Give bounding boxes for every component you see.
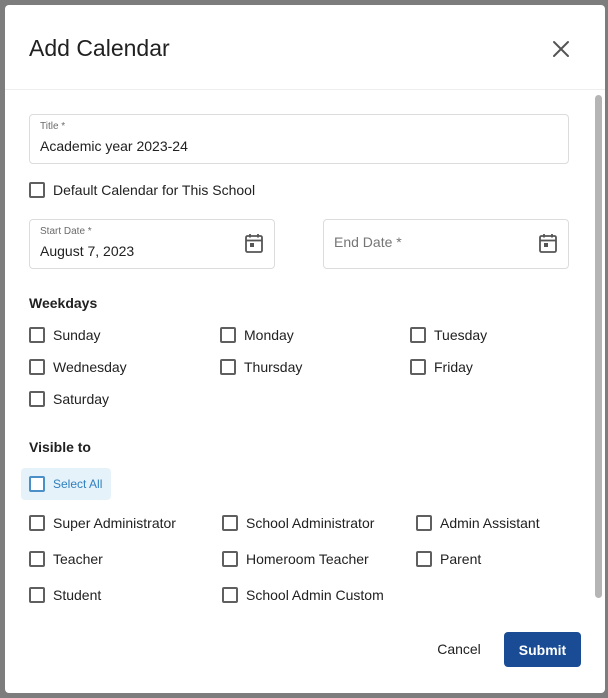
calendar-icon[interactable] [539,233,557,253]
visible-to-title: Visible to [29,439,91,455]
weekday-label: Tuesday [434,327,488,343]
start-date-label: Start Date * [40,226,92,237]
role-teacher[interactable] [29,551,103,567]
weekday-sunday[interactable] [29,327,100,343]
weekday-wednesday[interactable] [29,359,127,375]
title-field-label: Title * [40,121,66,132]
start-date-value: August 7, 2023 [40,243,135,259]
weekday-checkbox[interactable] [220,327,236,343]
scrollbar-thumb[interactable] [595,95,602,598]
close-icon [549,37,573,61]
weekday-checkbox[interactable] [29,327,45,343]
role-label: Super Administrator [53,515,176,531]
cancel-button[interactable]: Cancel [425,632,493,666]
select-all-label: Select All [53,477,103,491]
role-label: Parent [440,551,482,567]
add-calendar-dialog [5,5,605,693]
weekdays-title: Weekdays [29,295,98,311]
role-checkbox[interactable] [416,515,432,531]
role-checkbox[interactable] [29,515,45,531]
weekday-label: Friday [434,359,473,375]
role-label: Homeroom Teacher [246,551,369,567]
end-date-field[interactable] [323,219,569,269]
role-admin-assistant[interactable] [416,515,540,531]
weekday-label: Monday [244,327,294,343]
end-date-placeholder: End Date * [334,234,402,250]
weekday-checkbox[interactable] [410,359,426,375]
weekday-label: Sunday [53,327,101,343]
role-label: Teacher [53,551,103,567]
close-button[interactable] [549,37,573,61]
role-label: Student [53,587,102,603]
role-school-administrator[interactable] [222,515,374,531]
role-checkbox[interactable] [416,551,432,567]
role-checkbox[interactable] [29,551,45,567]
weekday-checkbox[interactable] [29,359,45,375]
weekday-saturday[interactable] [29,391,109,407]
role-super-administrator[interactable] [29,515,176,531]
dialog-title: Add Calendar [29,35,170,61]
weekday-checkbox[interactable] [29,391,45,407]
role-homeroom-teacher[interactable] [222,551,369,567]
role-checkbox[interactable] [222,515,238,531]
role-checkbox[interactable] [222,587,238,603]
weekday-friday[interactable] [410,359,473,375]
weekday-checkbox[interactable] [410,327,426,343]
default-calendar-label: Default Calendar for This School [53,182,256,198]
weekday-label: Thursday [244,359,303,375]
select-all-checkbox-row[interactable] [21,468,111,500]
weekday-label: Wednesday [53,359,127,375]
role-school-admin-custom[interactable] [222,587,384,603]
default-calendar-checkbox-row[interactable] [29,182,255,198]
weekday-tuesday[interactable] [410,327,487,343]
title-field-value: Academic year 2023-24 [40,138,188,154]
submit-button[interactable]: Submit [504,632,581,667]
role-checkbox[interactable] [29,587,45,603]
role-label: School Admin Custom [246,587,384,603]
role-student[interactable] [29,587,101,603]
role-label: Admin Assistant [440,515,540,531]
weekday-label: Saturday [53,391,110,407]
start-date-field[interactable] [29,219,275,269]
default-calendar-checkbox[interactable] [29,182,45,198]
weekday-monday[interactable] [220,327,294,343]
role-checkbox[interactable] [222,551,238,567]
calendar-icon[interactable] [245,233,263,253]
role-parent[interactable] [416,551,481,567]
role-label: School Administrator [246,515,375,531]
title-field[interactable] [29,114,569,164]
weekday-thursday[interactable] [220,359,302,375]
weekday-checkbox[interactable] [220,359,236,375]
select-all-checkbox[interactable] [29,476,45,492]
dialog-header [5,5,605,90]
